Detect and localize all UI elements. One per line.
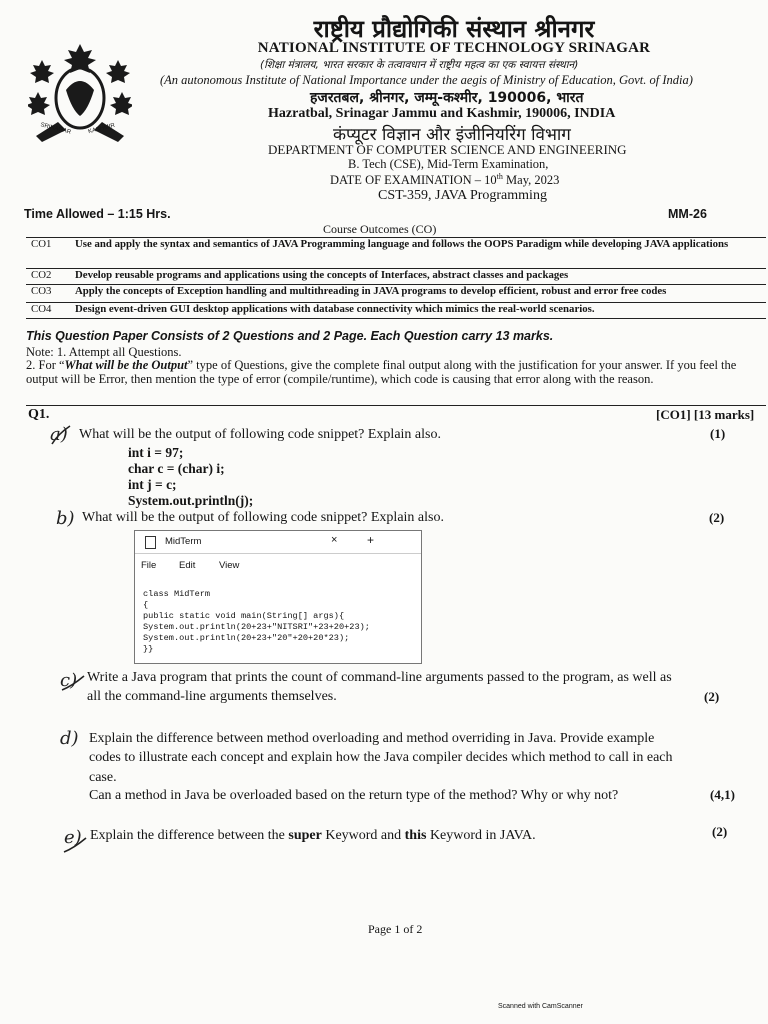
part-d-mark: d)	[60, 728, 79, 749]
co-id: CO3	[31, 285, 52, 297]
part-e-marks: (2)	[712, 824, 728, 839]
part-a-code-line: System.out.println(j);	[128, 493, 254, 508]
part-a-question: What will be the output of following code snippet? Explain also.	[79, 427, 441, 442]
part-a-mark: a)	[50, 424, 68, 445]
code-line: class MidTerm	[143, 589, 211, 599]
co-text: Apply the concepts of Exception handling and multithreading in JAVA programs to develop efficient, robust and error free codes	[75, 285, 667, 297]
max-marks: MM-26	[668, 207, 707, 221]
co-row	[26, 302, 766, 319]
code-window-screenshot	[134, 530, 422, 664]
logo-text-left: SRINAGAR	[39, 122, 72, 136]
close-icon: ×	[331, 534, 338, 546]
part-a-code-line: char c = (char) i;	[128, 461, 225, 476]
part-c-question-line2: all the command-line arguments themselves.	[87, 689, 337, 704]
part-d-question-line4: Can a method in Java be overloaded based on the return type of the method? Why or why not?	[89, 788, 619, 803]
code-line: System.out.println(20+23+"20"+20+20*23);	[143, 633, 350, 643]
code-line: System.out.println(20+23+"NITSRI"+23+20+23);	[143, 622, 370, 632]
institute-hindi-subtitle: (शिक्षा मंत्रालय, भारत सरकार के तत्वावधान में राष्ट्रीय महत्व का एक स्वायत्त संस्थान)	[260, 59, 579, 71]
part-b-question: What will be the output of following code snippet? Explain also.	[82, 510, 444, 525]
course-outcomes-heading: Course Outcomes (CO)	[323, 222, 437, 236]
institute-name: NATIONAL INSTITUTE OF TECHNOLOGY SRINAGAR	[257, 40, 651, 56]
menu-view: View	[219, 560, 240, 571]
part-d-question-line2: codes to illustrate each concept and explain how the Java compiler decides which method to call in each	[89, 750, 673, 765]
window-tab-title: MidTerm	[165, 536, 202, 547]
co-text: Design event-driven GUI desktop applications with database connectivity which mimics the real-world scenarios.	[75, 303, 595, 315]
co-row	[26, 284, 766, 302]
co-row	[26, 268, 766, 284]
part-a-code-line: int j = c;	[128, 477, 177, 492]
institute-logo	[28, 40, 132, 150]
part-e-question: Explain the difference between the super Keyword and this Keyword in JAVA.	[90, 828, 536, 843]
part-d-question-line3: case.	[89, 770, 117, 785]
exam-name: B. Tech (CSE), Mid-Term Examination,	[348, 157, 549, 171]
page-number: Page 1 of 2	[368, 922, 423, 936]
part-d-marks: (4,1)	[710, 787, 735, 802]
question-1-co-marks: [CO1] [13 marks]	[656, 407, 755, 422]
hindi-address: हजरतबल, श्रीनगर, जम्मू-कश्मीर, 190006, भारत	[310, 90, 584, 106]
co-id: CO2	[31, 269, 52, 281]
part-c-marks: (2)	[704, 689, 720, 704]
code-line: public static void main(String[] args){	[143, 611, 345, 621]
department-name: DEPARTMENT OF COMPUTER SCIENCE AND ENGINEERING	[268, 142, 627, 157]
logo-text-right: KASHMIR	[87, 122, 116, 136]
co-id: CO4	[31, 303, 52, 315]
document-icon	[145, 536, 156, 549]
part-c-question-line1: Write a Java program that prints the count of command-line arguments passed to the program, as well as	[87, 670, 672, 685]
code-line: {	[143, 600, 149, 610]
pen-tick-marks	[30, 420, 90, 860]
scanner-watermark: Scanned with CamScanner	[498, 1003, 583, 1010]
autonomous-line: (An autonomous Institute of National Importance under the aegis of Ministry of Education, Govt. of India)	[160, 73, 693, 87]
institute-hindi-title: राष्ट्रीय प्रौद्योगिकी संस्थान श्रीनगर	[313, 15, 595, 43]
note-1: Note: 1. Attempt all Questions.	[26, 345, 182, 359]
hindi-department: कंप्यूटर विज्ञान और इंजीनियरिंग विभाग	[333, 125, 571, 145]
menu-file: File	[141, 560, 157, 571]
course-title: CST-359, JAVA Programming	[378, 188, 547, 203]
time-allowed: Time Allowed – 1:15 Hrs.	[24, 207, 171, 221]
part-c-mark: c)	[60, 670, 78, 691]
plus-icon: +	[367, 533, 375, 547]
menu-edit: Edit	[179, 560, 196, 571]
question-1-label: Q1.	[28, 407, 50, 422]
part-b-mark: b)	[56, 508, 75, 529]
co-id: CO1	[31, 238, 52, 250]
co-text: Use and apply the syntax and semantics of JAVA Programming language and follows the OOPS Paradigm while developing JAVA applications	[75, 238, 729, 250]
code-line: }}	[143, 644, 154, 654]
paper-info: This Question Paper Consists of 2 Questions and 2 Page. Each Question carry 13 marks.	[26, 329, 554, 343]
course-outcomes-table	[26, 237, 766, 319]
part-a-marks: (1)	[710, 426, 726, 441]
exam-date: DATE OF EXAMINATION – 10th May, 2023	[330, 172, 560, 188]
note-2: 2. For “What will be the Output” type of Questions, give the complete final output along with the justification for your answer. If you feel the output will be Error, then mention the type of error (compile/runtime), which code is causing that error along with the reason.	[26, 358, 737, 386]
window-tab-bar	[135, 531, 421, 554]
part-e-mark: e)	[64, 827, 82, 848]
co-text: Develop reusable programs and applications using the concepts of Interfaces, abstract classes and packages	[75, 269, 569, 281]
part-a-code-line: int i = 97;	[128, 445, 184, 460]
part-d-question-line1: Explain the difference between method overloading and method overriding in Java. Provide example	[89, 731, 655, 746]
question-divider	[26, 405, 766, 406]
part-b-marks: (2)	[709, 510, 725, 525]
address: Hazratbal, Srinagar Jammu and Kashmir, 190006, INDIA	[268, 106, 616, 121]
co-row	[26, 237, 766, 268]
